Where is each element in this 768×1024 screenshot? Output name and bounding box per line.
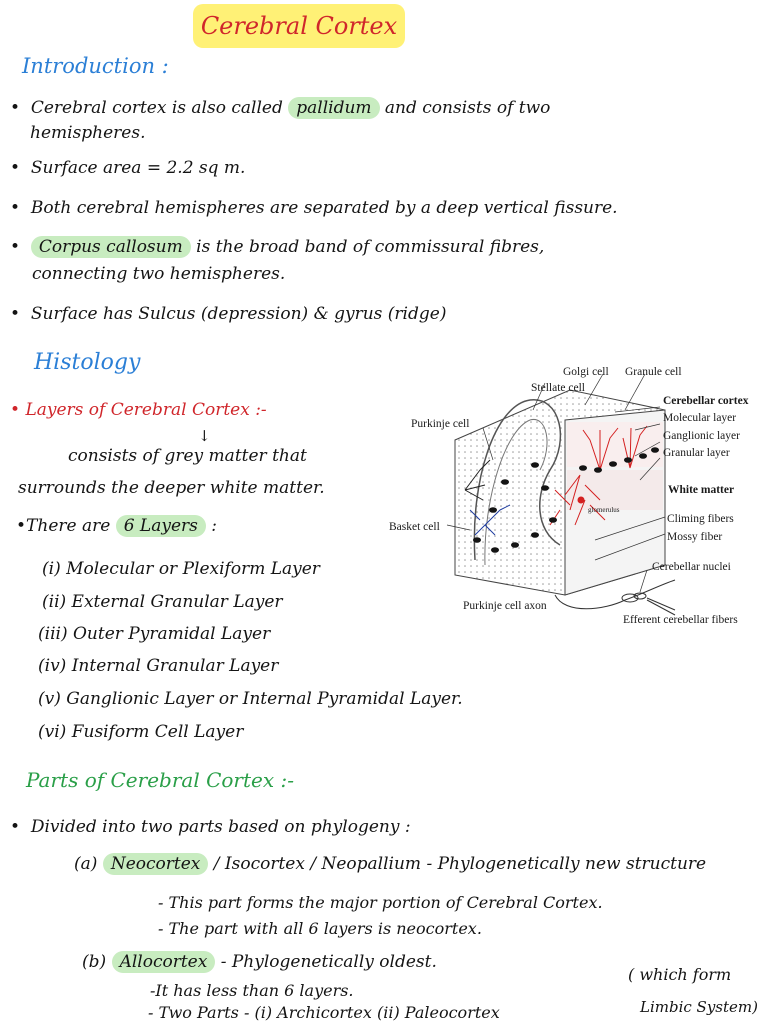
intro-bullet-4: • Corpus callosum is the broad band of commissural fibres, [10,237,545,257]
label-white-matter: White matter [668,484,735,496]
neocortex-sub-1: - This part forms the major portion of Cerebral Cortex. [158,893,603,912]
intro-heading: Introduction : [22,54,169,78]
label-basket-cell: Basket cell [389,521,440,533]
allocortex-line [82,950,437,974]
layer-item: (i) Molecular or Plexiform Layer [42,559,320,579]
intro-bullet-5: • Surface has Sulcus (depression) & gyrus (ridge) [10,304,447,324]
bullet-text: Surface has Sulcus (depression) & gyrus (ridge) [30,304,447,324]
layer-item: (vi) Fusiform Cell Layer [38,722,244,742]
label-mossy-fiber: Mossy fiber [667,531,723,543]
label-climbing-fibers: Climing fibers [667,513,734,525]
limbic-note-2: Limbic System) [640,998,758,1016]
intro-bullet-4-cont: connecting two hemispheres. [32,264,286,284]
neocortex-sub-2: - The part with all 6 layers is neocortex. [158,919,482,938]
label-granule-cell: Granule cell [625,366,682,378]
allocortex-sub-2: - Two Parts - (i) Archicortex (ii) Paleocortex [148,1003,500,1022]
label-cerebellar-cortex: Cerebellar cortex [663,395,749,407]
intro-bullet-1: • Cerebral cortex is also called pallidum and consists of two [10,98,551,118]
label-golgi-cell: Golgi cell [563,366,609,378]
surrounds-text: surrounds the deeper white matter. [18,478,325,498]
grey-arrow: ↓ [198,427,211,445]
bullet-text: Cerebral cortex is also called [30,98,289,118]
limbic-note-1: ( which form [628,965,732,984]
parts-heading: Parts of Cerebral Cortex :- [26,768,294,792]
layer-item: (iv) Internal Granular Layer [38,656,279,676]
bullet-text: is the broad band of commissural fibres, [190,237,545,257]
there-are-text: There are [26,516,116,536]
label-purkinje-cell: Purkinje cell [411,418,470,430]
label-molecular-layer: Molecular layer [663,412,737,424]
label-ganglionic-layer: Ganglionic layer [663,430,740,442]
neocortex-rest: / Isocortex / Neopallium - Phylogenetically new structure [213,854,707,874]
label-b: (b) [82,952,107,972]
highlight-allocortex: Allocortex [112,951,216,973]
label-glomerulus: glomerulus [588,506,620,514]
page-title: Cerebral Cortex [193,4,405,48]
divided-text: Divided into two parts based on phylogeny : [30,817,411,837]
consists-text: consists of grey matter that [68,446,307,466]
allocortex-sub-1: -It has less than 6 layers. [150,981,354,1000]
six-layers-line: •There are 6 Layers : [16,516,218,536]
layer-item: (iii) Outer Pyramidal Layer [38,624,271,644]
allocortex-rest: - Phylogenetically oldest. [220,952,437,972]
intro-bullet-1-cont: hemispheres. [30,123,146,143]
layers-heading-text: Layers of Cerebral Cortex :- [25,400,267,420]
bullet-text: Surface area = 2.2 sq m. [30,158,246,178]
divided-line: • Divided into two parts based on phylogeny : [10,817,411,837]
layers-heading: • Layers of Cerebral Cortex :- [10,400,267,420]
label-cerebellar-nuclei: Cerebellar nuclei [652,561,731,573]
cerebellar-cortex-diagram [385,360,768,630]
label-purkinje-cell-axon: Purkinje cell axon [463,600,547,612]
label-stellate-cell: Stellate cell [531,382,585,394]
label-a: (a) [74,854,98,874]
highlight-corpus-callosum: Corpus callosum [31,236,191,258]
histology-heading: Histology [34,350,141,375]
intro-bullet-2: • Surface area = 2.2 sq m. [10,158,246,178]
neocortex-line [74,852,706,876]
highlight-six-layers: 6 Layers [116,515,206,537]
label-granular-layer: Granular layer [663,447,730,459]
bullet-text: and consists of two [379,98,551,118]
colon: : [205,516,218,536]
cerebellar-cortex-illustration [385,360,768,630]
intro-bullet-3: • Both cerebral hemispheres are separated by a deep vertical fissure. [10,198,618,218]
label-efferent-fibers: Efferent cerebellar fibers [623,614,738,626]
layer-item: (v) Ganglionic Layer or Internal Pyramidal Layer. [38,689,463,709]
layer-item: (ii) External Granular Layer [42,592,283,612]
highlight-neocortex: Neocortex [103,853,209,875]
bullet-text: Both cerebral hemispheres are separated by a deep vertical fissure. [30,198,618,218]
highlight-pallidum: pallidum [288,97,379,119]
